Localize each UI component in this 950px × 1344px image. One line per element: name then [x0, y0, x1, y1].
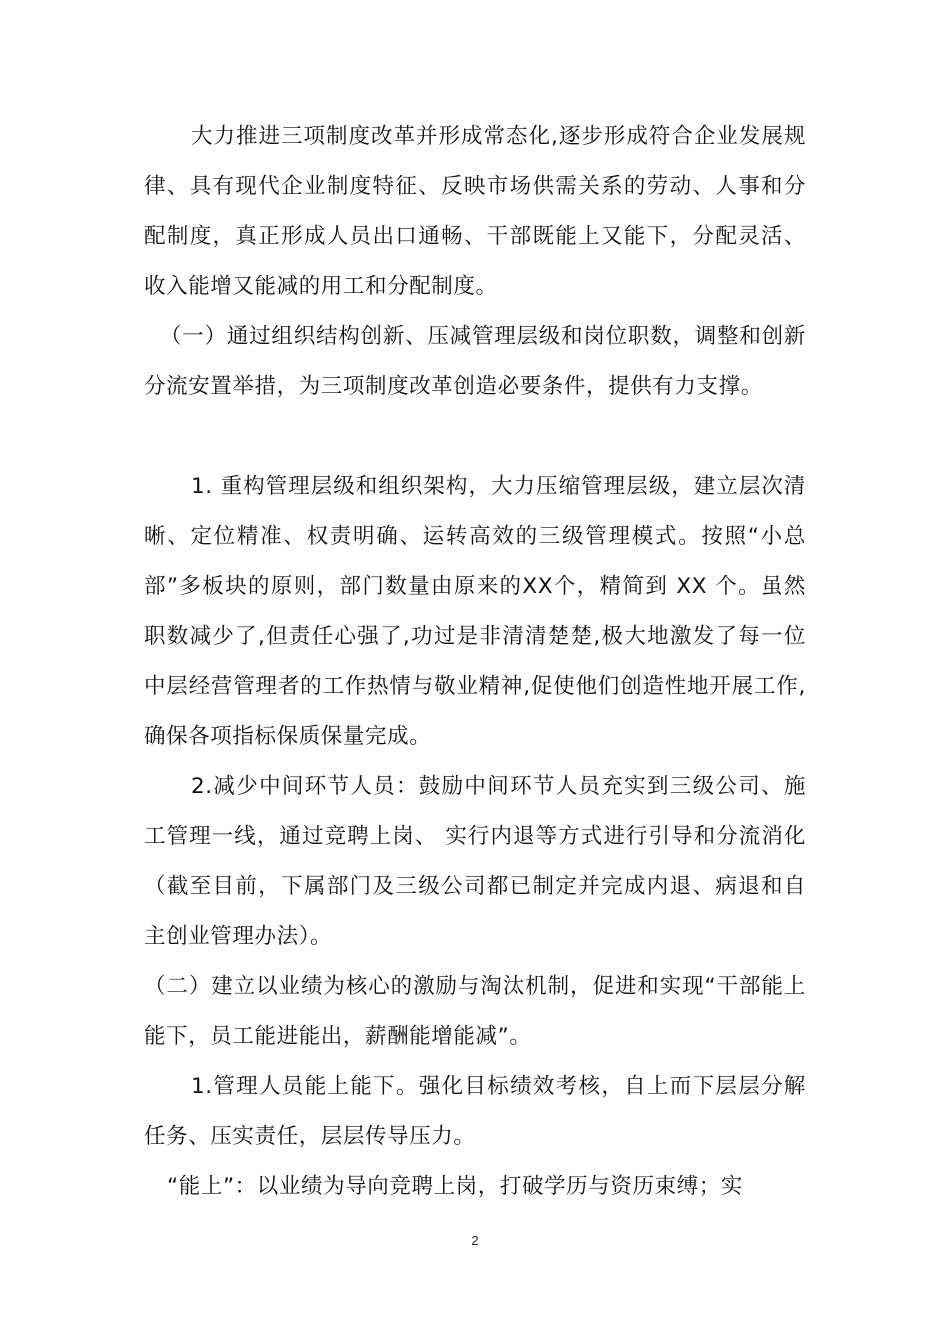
- paragraph-item-1-management: 1.管理人员能上能下。强化目标绩效考核，自上而下层层分解任务、压实责任，层层传导压力。: [144, 1074, 806, 1149]
- paragraph-section-one-heading: （一）通过组织结构创新、压减管理层级和岗位职数，调整和创新分流安置举措，为三项制度改革创造必要条件，提供有力支撑。: [144, 324, 806, 399]
- paragraph-section-two-heading: （二）建立以业绩为核心的激励与淘汰机制，促进和实现“干部能上能下，员工能进能出，薪酬能增能减”。: [144, 974, 806, 1049]
- page-number: 2: [471, 1233, 479, 1248]
- paragraph-item-2-reduce-staff: 2.减少中间环节人员：鼓励中间环节人员充实到三级公司、施工管理一线，通过竞聘上岗、 实行内退等方式进行引导和分流消化（截至目前，下属部门及三级公司都已制定并完成内退、病退和自主创业管理办法）。: [144, 774, 806, 949]
- paragraph-item-1-restructure: 1. 重构管理层级和组织架构，大力压缩管理层级，建立层次清晰、定位精准、权责明确、运转高效的三级管理模式。按照“小总部”多板块的原则，部门数量由原来的XX个，精简到 XX 个。虽然职数减少了,但责任心强了,功过是非清清楚楚,极大地激发了每一位中层经营管理者的工作热情与敬业精神,促使他们创造性地开展工作,确保各项指标保质保量完成。: [144, 474, 806, 749]
- paragraph-neng-shang: “能上”：以业绩为导向竞聘上岗，打破学历与资历束缚；实: [167, 1174, 743, 1199]
- paragraph-intro: 大力推进三项制度改革并形成常态化,逐步形成符合企业发展规律、具有现代企业制度特征、反映市场供需关系的劳动、人事和分配制度，真正形成人员出口通畅、干部既能上又能下，分配灵活、收入能增又能减的用工和分配制度。: [144, 124, 806, 299]
